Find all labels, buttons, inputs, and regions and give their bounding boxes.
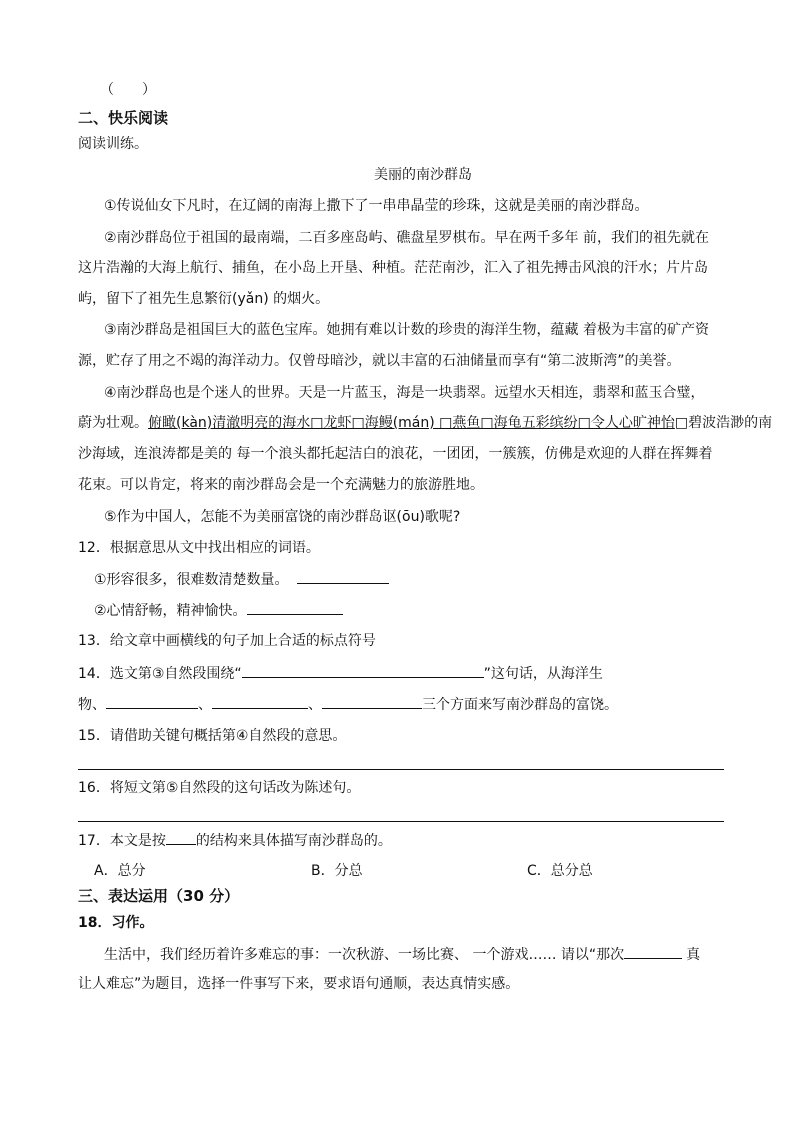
paragraph-3-line-2: 源，贮存了用之不竭的海洋动力。仅曾母暗沙，就以丰富的石油储量而享有“第二波斯湾”的美誉。: [78, 353, 681, 369]
paragraph-2-line-1: ②南沙群岛位于祖国的最南端，二百多座岛屿、礁盘星罗棋布。早在两千多年 前，我们的祖先就在: [104, 230, 709, 246]
paragraph-4-line-1: ④南沙群岛也是个迷人的世界。天是一片蓝玉，海是一块翡翠。远望水天相连，翡翠和蓝玉合璧，: [104, 385, 705, 401]
paragraph-5: ⑤作为中国人，怎能不为美丽富饶的南沙群岛讴(ōu)歌呢?: [104, 509, 461, 525]
question-12-1-text: ①形容很多，很难数清楚数量。: [94, 572, 289, 588]
question-14-text: 14．选文第③自然段围绕“: [78, 666, 242, 682]
paragraph-4-line-3: 沙海域，连浪涛都是美的 每一个浪头都托起洁白的浪花，一团团，一簇簇，仿佛是欢迎的人群在挥舞着: [78, 446, 713, 462]
answer-blank[interactable]: [166, 830, 196, 845]
answer-blank[interactable]: [242, 663, 484, 678]
paragraph-2-line-3: 屿，留下了祖先生息繁衍(yǎn) 的烟火。: [78, 291, 330, 307]
paragraph-4-text-tail: □碧波浩渺的南: [674, 415, 773, 431]
answer-blank[interactable]: [322, 694, 422, 709]
question-15: 15．请借助关键句概括第④自然段的意思。: [78, 728, 347, 744]
question-14-text-c: 物、: [78, 697, 106, 713]
answer-blank[interactable]: [624, 944, 682, 959]
underlined-sentence: 俯瞰(kàn)清澈明亮的海水□龙虾□海鳗(mán) □燕鱼□海龟五彩缤纷□令人心旷神怡: [148, 415, 675, 431]
answer-blank[interactable]: [212, 694, 308, 709]
question-12-2: [94, 600, 343, 621]
writing-prompt-text-b: 真: [686, 947, 701, 963]
question-13: 13．给文章中画横线的句子加上合适的标点符号: [78, 633, 376, 649]
question-17-text: 17．本文是按: [78, 833, 166, 849]
question-12-1: [94, 569, 389, 590]
answer-paren: （ ）: [100, 82, 156, 98]
question-14-sep: 、: [198, 697, 212, 713]
paragraph-4-text: 蔚为壮观。: [78, 415, 148, 431]
paragraph-2-line-2: 这片浩瀚的大海上航行、捕鱼，在小岛上开垦、种植。茫茫南沙，汇入了祖先搏击风浪的汗水；片片岛: [78, 260, 708, 276]
option-c[interactable]: C．总分总: [527, 863, 593, 879]
question-18: 18．习作。: [78, 915, 154, 931]
paragraph-3-line-1: ③南沙群岛是祖国巨大的蓝色宝库。她拥有难以计数的珍贵的海洋生物，蕴藏 着极为丰富的矿产资: [104, 322, 709, 338]
question-17: [78, 830, 392, 851]
paragraph-4-line-4: 花束。可以肯定，将来的南沙群岛会是一个充满魅力的旅游胜地。: [78, 477, 484, 493]
question-12-2-text: ②心情舒畅，精神愉快。: [94, 603, 247, 619]
option-a[interactable]: A．总分: [94, 863, 146, 879]
question-16: 16．将短文第⑤自然段的这句话改为陈述句。: [78, 780, 361, 796]
question-14-text-f: 三个方面来写南沙群岛的富饶。: [422, 697, 618, 713]
answer-blank[interactable]: [247, 600, 343, 615]
writing-prompt-line-1: [104, 944, 700, 965]
writing-prompt-line-2: 让人难忘”为题目，选择一件事写下来，要求语句通顺，表达真情实感。: [78, 976, 520, 992]
option-b[interactable]: B．分总: [311, 863, 363, 879]
paragraph-1: ①传说仙女下凡时，在辽阔的南海上撒下了一串串晶莹的珍珠，这就是美丽的南沙群岛。: [104, 198, 649, 214]
question-14-line-2: [78, 694, 618, 715]
section-2-heading: 二、快乐阅读: [78, 109, 169, 127]
passage-title: 美丽的南沙群岛: [374, 167, 472, 183]
answer-blank[interactable]: [297, 569, 389, 584]
question-14-text-b: ”这句话，从海洋生: [483, 666, 603, 682]
paragraph-4-line-2: [78, 413, 772, 433]
question-12: 12．根据意思从文中找出相应的词语。: [78, 540, 320, 556]
answer-line[interactable]: [78, 821, 724, 822]
instruction: 阅读训练。: [78, 136, 148, 152]
question-17-text-b: 的结构来具体描写南沙群岛的。: [195, 833, 392, 849]
answer-blank[interactable]: [106, 694, 198, 709]
question-14-sep: 、: [308, 697, 322, 713]
section-3-heading: 三、表达运用（30 分）: [78, 887, 240, 905]
answer-line[interactable]: [78, 769, 724, 770]
writing-prompt-text: 生活中，我们经历着许多难忘的事：一次秋游、一场比赛、 一个游戏…… 请以“那次: [104, 947, 625, 963]
question-14-line-1: [78, 663, 603, 684]
